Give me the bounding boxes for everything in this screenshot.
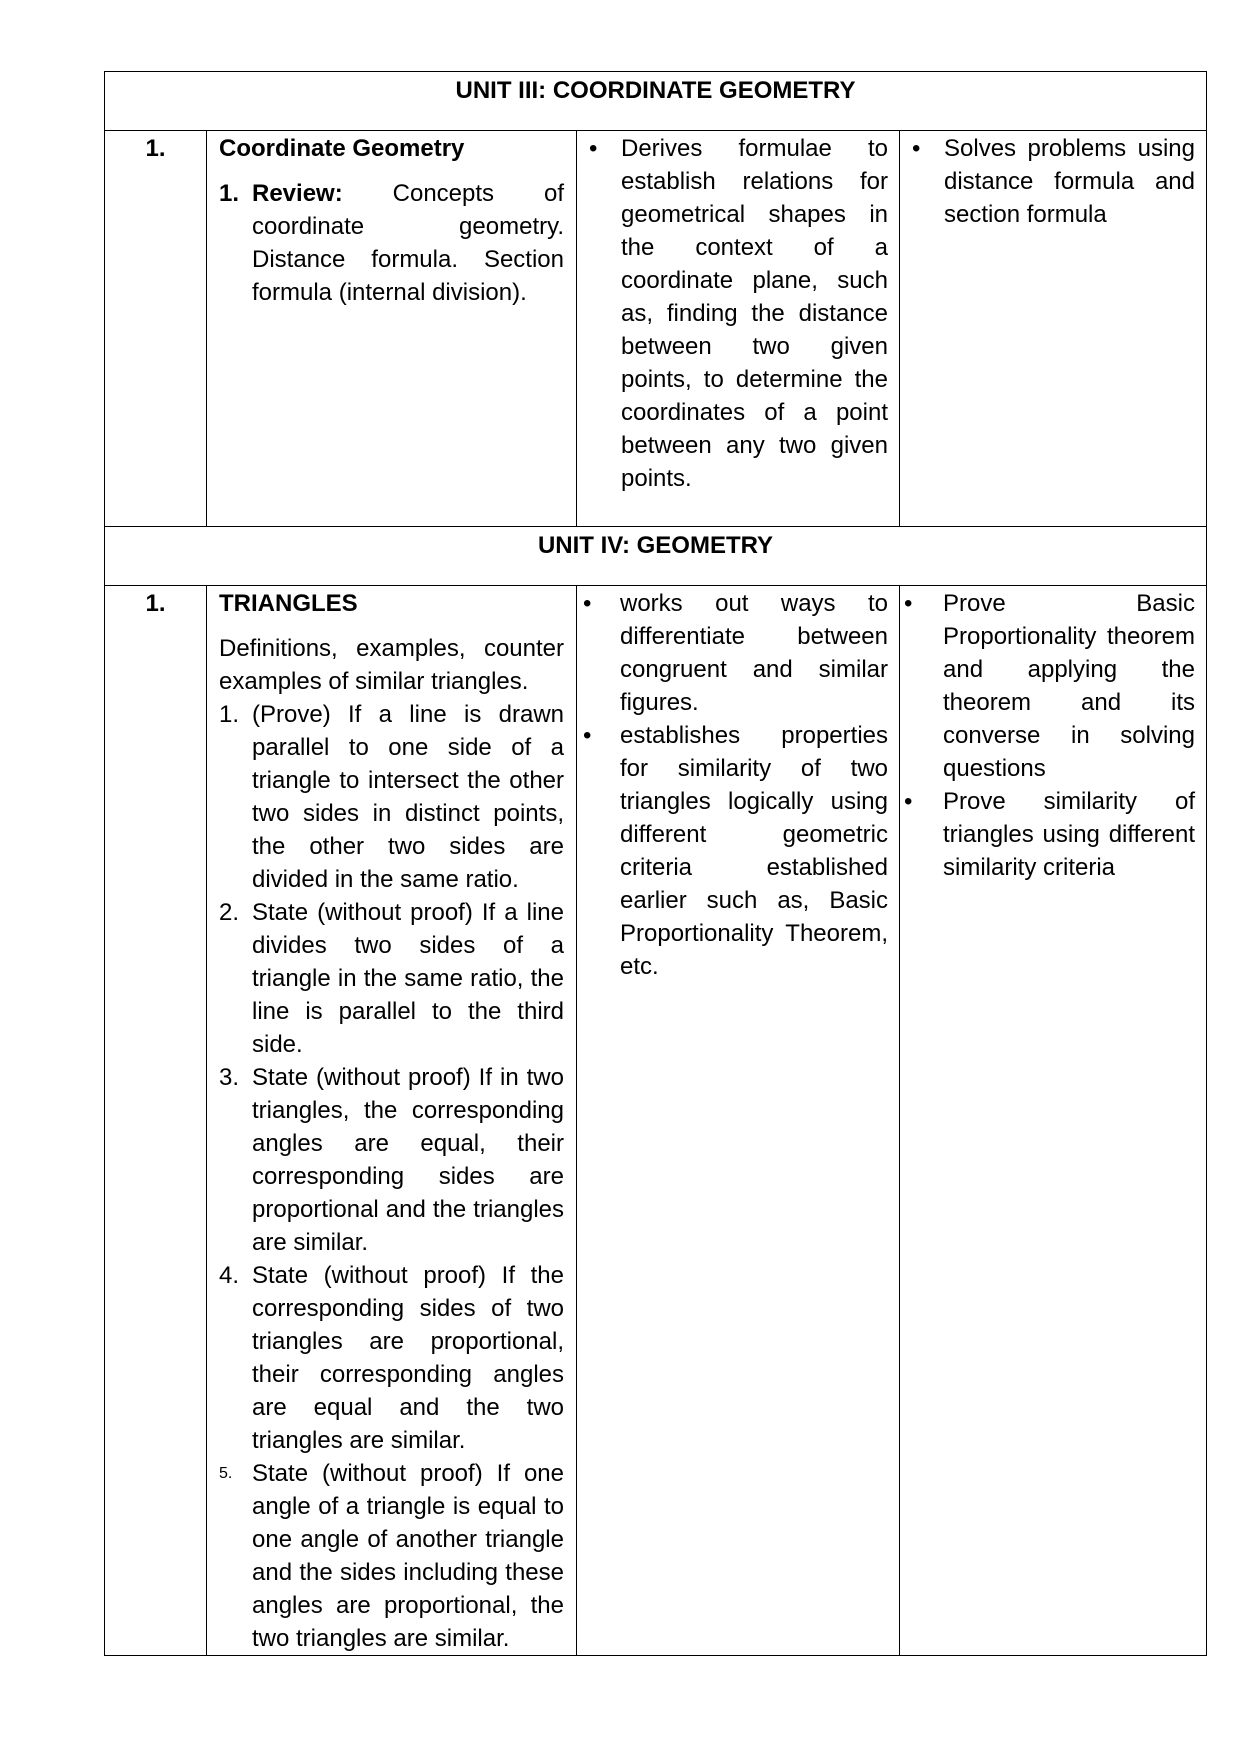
learning-outcomes-list bbox=[577, 132, 888, 495]
outcome-text: works out ways to differentiate between congruent and similar figures. bbox=[620, 590, 888, 716]
list-item bbox=[219, 1457, 564, 1655]
review-text: Concepts of coordinate geometry. Distance formula. Section formula (internal division). bbox=[252, 180, 564, 306]
item-text: State (without proof) If the corresponding sides of two triangles are proportional, their corresponding angles are equal and the two triangles are similar. bbox=[252, 1262, 564, 1454]
list-item bbox=[219, 177, 564, 309]
list-item bbox=[219, 1259, 564, 1457]
list-marker: 4. bbox=[219, 1262, 240, 1289]
bullet-icon: • bbox=[589, 135, 598, 162]
competency-text: Solves problems using distance formula and section formula bbox=[944, 135, 1195, 228]
bullet-icon: • bbox=[904, 590, 913, 617]
topic-cell bbox=[207, 131, 577, 527]
unit-3-heading: UNIT III: COORDINATE GEOMETRY bbox=[105, 72, 1207, 131]
outcome-text: Derives formulae to establish relations for geometrical shapes in the context of a coordinate plane, such as, finding the distance between two given points, to determine the coordinates of a point between any two given points. bbox=[621, 135, 888, 492]
row-number: 1. bbox=[105, 131, 207, 527]
list-item bbox=[577, 132, 888, 495]
topic-subitems bbox=[219, 177, 564, 309]
bullet-icon: • bbox=[904, 788, 913, 815]
learning-outcomes-cell bbox=[577, 131, 900, 527]
topic-subitems bbox=[219, 698, 564, 1655]
unit-3-content-row bbox=[105, 131, 1207, 527]
list-item bbox=[900, 132, 1195, 231]
learning-outcomes-list bbox=[577, 587, 888, 983]
bullet-icon: • bbox=[912, 135, 921, 162]
syllabus-table bbox=[104, 71, 1207, 1656]
syllabus-page bbox=[104, 71, 1206, 1656]
list-marker: 1. bbox=[219, 701, 240, 728]
competencies-list bbox=[900, 132, 1195, 231]
competency-text: Prove similarity of triangles using different similarity criteria bbox=[943, 788, 1195, 881]
list-item bbox=[219, 698, 564, 896]
bullet-icon: • bbox=[583, 722, 592, 749]
bullet-icon: • bbox=[583, 590, 592, 617]
topic-intro: Definitions, examples, counter examples of similar triangles. bbox=[219, 635, 564, 695]
unit-4-content-row bbox=[105, 586, 1207, 1656]
row-number: 1. bbox=[105, 586, 207, 1656]
competencies-cell bbox=[900, 586, 1207, 1656]
competencies-list bbox=[900, 587, 1195, 884]
list-item bbox=[577, 719, 888, 983]
list-marker: 1. bbox=[219, 180, 240, 207]
unit-3-heading-row bbox=[105, 72, 1207, 131]
item-text: State (without proof) If one angle of a triangle is equal to one angle of another triangle and the sides including these angles are proportional, the two triangles are similar. bbox=[252, 1460, 564, 1652]
review-label: Review: bbox=[252, 180, 343, 207]
item-text: (Prove) If a line is drawn parallel to one side of a triangle to intersect the other two sides in distinct points, the other two sides are divided in the same ratio. bbox=[252, 701, 564, 893]
list-marker: 5. bbox=[219, 1465, 233, 1482]
item-text: State (without proof) If a line divides two sides of a triangle in the same ratio, the line is parallel to the third side. bbox=[252, 899, 564, 1058]
item-text: State (without proof) If in two triangles, the corresponding angles are equal, their corresponding sides are proportional and the triangles are similar. bbox=[252, 1064, 564, 1256]
unit-4-heading-row bbox=[105, 527, 1207, 586]
list-marker: 3. bbox=[219, 1064, 240, 1091]
list-item bbox=[900, 785, 1195, 884]
list-item bbox=[219, 896, 564, 1061]
topic-title: TRIANGLES bbox=[219, 590, 358, 617]
topic-cell bbox=[207, 586, 577, 1656]
competency-text: Prove Basic Proportionality theorem and applying the theorem and its converse in solving questions bbox=[943, 590, 1195, 782]
topic-title: Coordinate Geometry bbox=[219, 135, 465, 162]
list-marker: 2. bbox=[219, 899, 240, 926]
learning-outcomes-cell bbox=[577, 586, 900, 1656]
list-item bbox=[577, 587, 888, 719]
unit-4-heading: UNIT IV: GEOMETRY bbox=[105, 527, 1207, 586]
list-item bbox=[900, 587, 1195, 785]
outcome-text: establishes properties for similarity of two triangles logically using different geometric criteria established earlier such as, Basic Proportionality Theorem, etc. bbox=[620, 722, 888, 980]
list-item bbox=[219, 1061, 564, 1259]
competencies-cell bbox=[900, 131, 1207, 527]
